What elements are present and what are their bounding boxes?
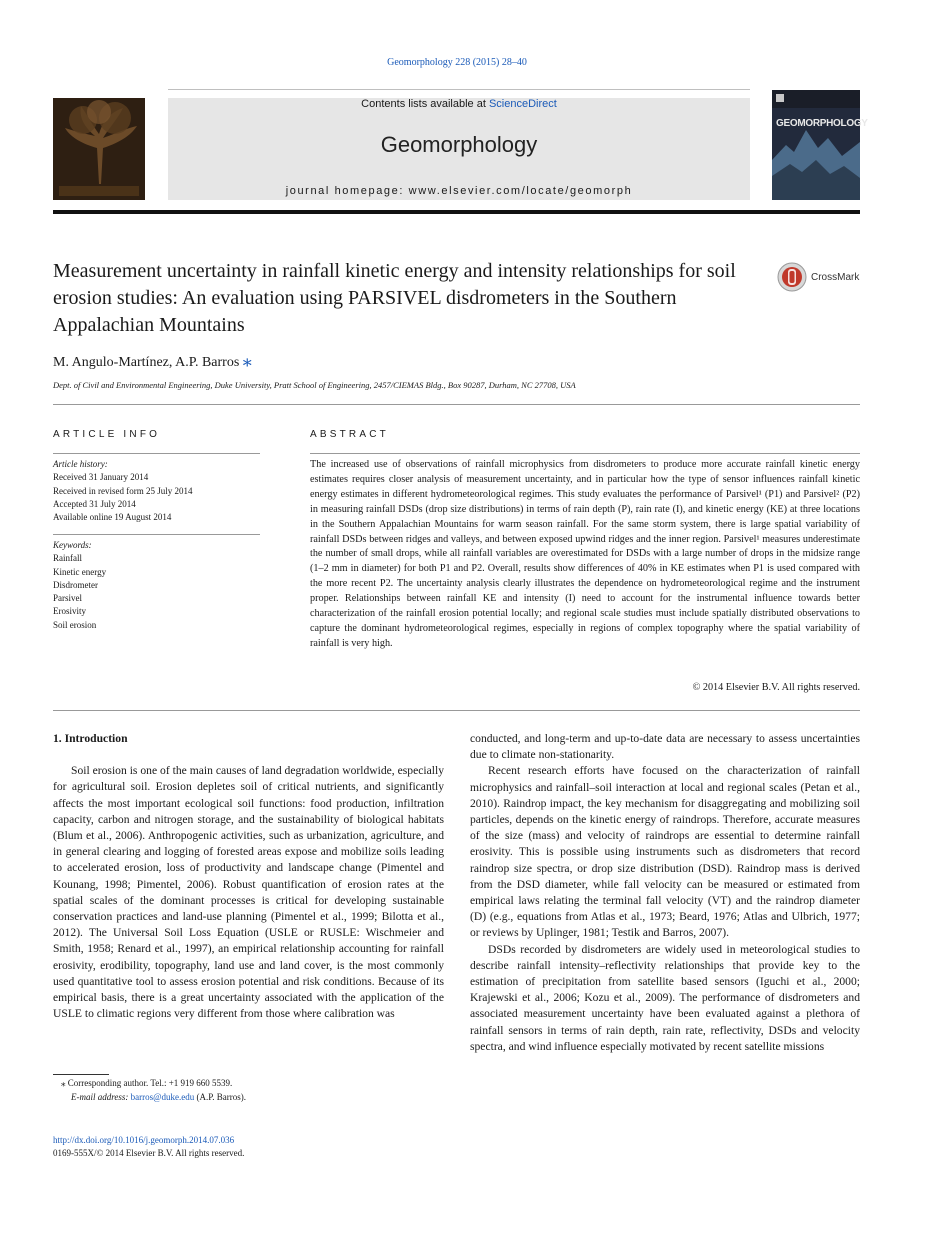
journal-homepage[interactable]: journal homepage: www.elsevier.com/locate/geomorph [285,185,633,197]
keyword-item: Soil erosion [53,619,97,630]
journal-citation[interactable]: Geomorphology 228 (2015) 28–40 [387,57,527,68]
abstract-rule [310,453,860,454]
doi-link[interactable]: http://dx.doi.org/10.1016/j.geomorph.2014.07.036 [53,1135,235,1145]
cover-title: GEOMORPHOLOGY [776,118,868,129]
article-info-rule [53,453,260,454]
keywords-label: Keywords: [53,540,92,550]
article-history-label: Article history: [53,459,108,469]
history-accepted: Accepted 31 July 2014 [53,498,136,509]
issn-copyright: 0169-555X/© 2014 Elsevier B.V. All rights reserved. [53,1148,245,1158]
article-history [53,458,192,524]
abstract-text: The increased use of observations of rainfall microphysics from disdrometers to produce more accurate rainfall kinetic energy estimates requires closer analysis of measurement uncertainty, and in particular how the type of sensor influences rainfall kinetic energy estimates in different hydrometeorological regimes. This study evaluates the performance of Parsivel¹ (P1) and Parsivel² (P2) in measuring rainfall DSDs (drop size distributions) in terms of rain depth (P), rain rate (I), and kinetic energy (KE) at three locations in the Southern Appalachian Mountains for warm season rainfall. For the same storm system, there is large spatial variability of rainfall DSDs between ridges and valleys, and between exposed upwind ridges and the inner region. Parsivel¹ measures underestimate the number of small drops, while all rainfall variables are overestimated for DSDs with a large number of drops in the midsize range (1–2 mm in diameter) for both P1 and P2. Overall, results show differences of 40% in KE estimates when P1 is used compared with the more recent P2. The uncertainty analysis clearly illustrates the dependence on hydrometeorological regime and the instrument proper. Relationships between rainfall KE and intensity (I) need to account for the instrumental influence towards better characterization of the rainfall erosion potential locally; and regional scale studies must include spatially distributed observations to capture the dominant hydrometeorological regimes, especially in regions of complex topography where the spatial variability of rainfall is very high. [310,459,860,649]
intro-paragraph-2: Recent research efforts have focused on the characterization of rainfall microphysics and rainfall–soil interaction at local and regional scales (Petan et al., 2010). Raindrop impact, the key mechanism for disaggregating and mobilizing soil particles, depends on the kinetic energy of raindrops. Therefore, accurate measures of the size (mass) and velocity of raindrops are essential to determine rainfall erosivity. This is possible using instruments such as disdrometers that record raindrop size spectra, or drop size distribution (DSD). Raindrop mass is derived from the DSD diameter, while fall velocity can be measured or estimated from empirical laws relating the terminal fall velocity (VT) and the raindrop diameter (D) (e.g., equations from Atlas et al., 1973; Beard, 1976; Atlas and Ulbrich, 1977; or reviews by Uplinger, 1981; Testik and Barros, 2007). [470,764,860,940]
title-block-rule [53,404,860,405]
abstract-heading: ABSTRACT [310,429,389,440]
doi-block [53,1134,244,1160]
history-revised: Received in revised form 25 July 2014 [53,485,193,496]
contents-line: Contents lists available at ScienceDirect [361,98,557,110]
crossmark-icon[interactable] [777,262,807,292]
corresponding-author-note: ⁎ Corresponding author. Tel.: +1 919 660 5539. [61,1078,233,1088]
history-received: Received 31 January 2014 [53,472,149,483]
crossmark-label[interactable]: CrossMark [811,272,860,283]
keyword-item: Erosivity [53,606,86,617]
keyword-item: Disdrometer [53,579,98,590]
keyword-item: Rainfall [53,553,82,564]
journal-name: Geomorphology [380,132,538,157]
body-column-right [470,731,860,1055]
footnote-rule [53,1074,109,1075]
journal-cover-image[interactable] [772,90,868,200]
header-thick-rule [53,210,860,214]
intro-continuation: conducted, and long-term and up-to-date data are necessary to assess uncertainties due to climate non-stationarity. [470,732,860,762]
corresponding-author-mark[interactable]: ⁎ [242,350,252,370]
keyword-item: Kinetic energy [53,566,107,577]
history-online: Available online 19 August 2014 [53,512,172,523]
author-email-link[interactable]: barros@duke.edu [130,1091,195,1102]
elsevier-logo[interactable] [53,98,145,200]
keywords-list [53,539,106,632]
author-list: M. Angulo-Martínez, A.P. Barros ⁎ [53,350,252,370]
section-heading-introduction: 1. Introduction [53,732,128,745]
body-start-rule [53,710,860,711]
article-info-heading: ARTICLE INFO [53,429,161,440]
author-affiliation: Dept. of Civil and Environmental Engineering, Duke University, Pratt School of Engineering, 2457/CIEMAS Bldg., Box 90287, Durham, NC 27708, USA [53,380,576,390]
header-top-rule [168,89,750,90]
intro-paragraph-1: Soil erosion is one of the main causes of land degradation worldwide, especially for agricultural soil. Erosion depletes soil of critical nutrients, and significantly affects the most important ecological soil functions: food production, infiltration capacity, carbon and nitrogen storage, and the sustainability of biological habitats (Blum et al., 2006). Anthropogenic activities, such as urbanization, agriculture, and in general clearing and logging of forested areas expose and mobilize soils leading to accelerated erosion, loss of productivity and landscape change (Pimentel and Kounang, 1998; Pimentel, 2006). Robust quantification of erosion rates at the spatial scales of the dominant processes is critical for developing sustainable conservation practices and land-use planning (Pimentel et al., 1999; Bilotta et al., 2012). The Universal Soil Loss Equation (USLE or RUSLE: Wischmeier and Smith, 1958; Renard et al., 1997), an empirical relationship accounting for rainfall erosivity, erodibility, topography, land use and land cover, is the most commonly used quantitative tool to assess erosion potential and risk conditions. Because of its empirical basis, there is a great uncertainty associated with the application of the USLE to climatic regions very different from those where calibration was [53,764,444,1021]
email-line: E-mail address: barros@duke.edu (A.P. Barros). [71,1091,246,1102]
keyword-item: Parsivel [53,593,82,604]
sciencedirect-link[interactable]: ScienceDirect [488,98,557,110]
footnote [53,1077,246,1104]
abstract-copyright: © 2014 Elsevier B.V. All rights reserved. [692,682,860,693]
body-column-left [53,731,444,1022]
intro-paragraph-3: DSDs recorded by disdrometers are widely used in meteorological studies to describe rainfall intensity–reflectivity relationships that provide key to the estimation of precipitation from satellite based sensors (Iguchi et al., 2000; Krajewski et al., 2006; Kozu et al., 2009). The performance of disdrometers and associated measurement uncertainty have been evaluated against a plethora of rainfall sensors in terms of rain depth, rain rate, reflectivity, DSDs and velocity spectra, and wind influence especially motivated by recent satellite missions [470,942,860,1053]
keywords-rule [53,534,260,535]
article-title: Measurement uncertainty in rainfall kinetic energy and intensity relationships for soil erosion studies: An evaluation using PARSIVEL disdrometers in the Southern Appalachian Mountains [53,260,736,336]
